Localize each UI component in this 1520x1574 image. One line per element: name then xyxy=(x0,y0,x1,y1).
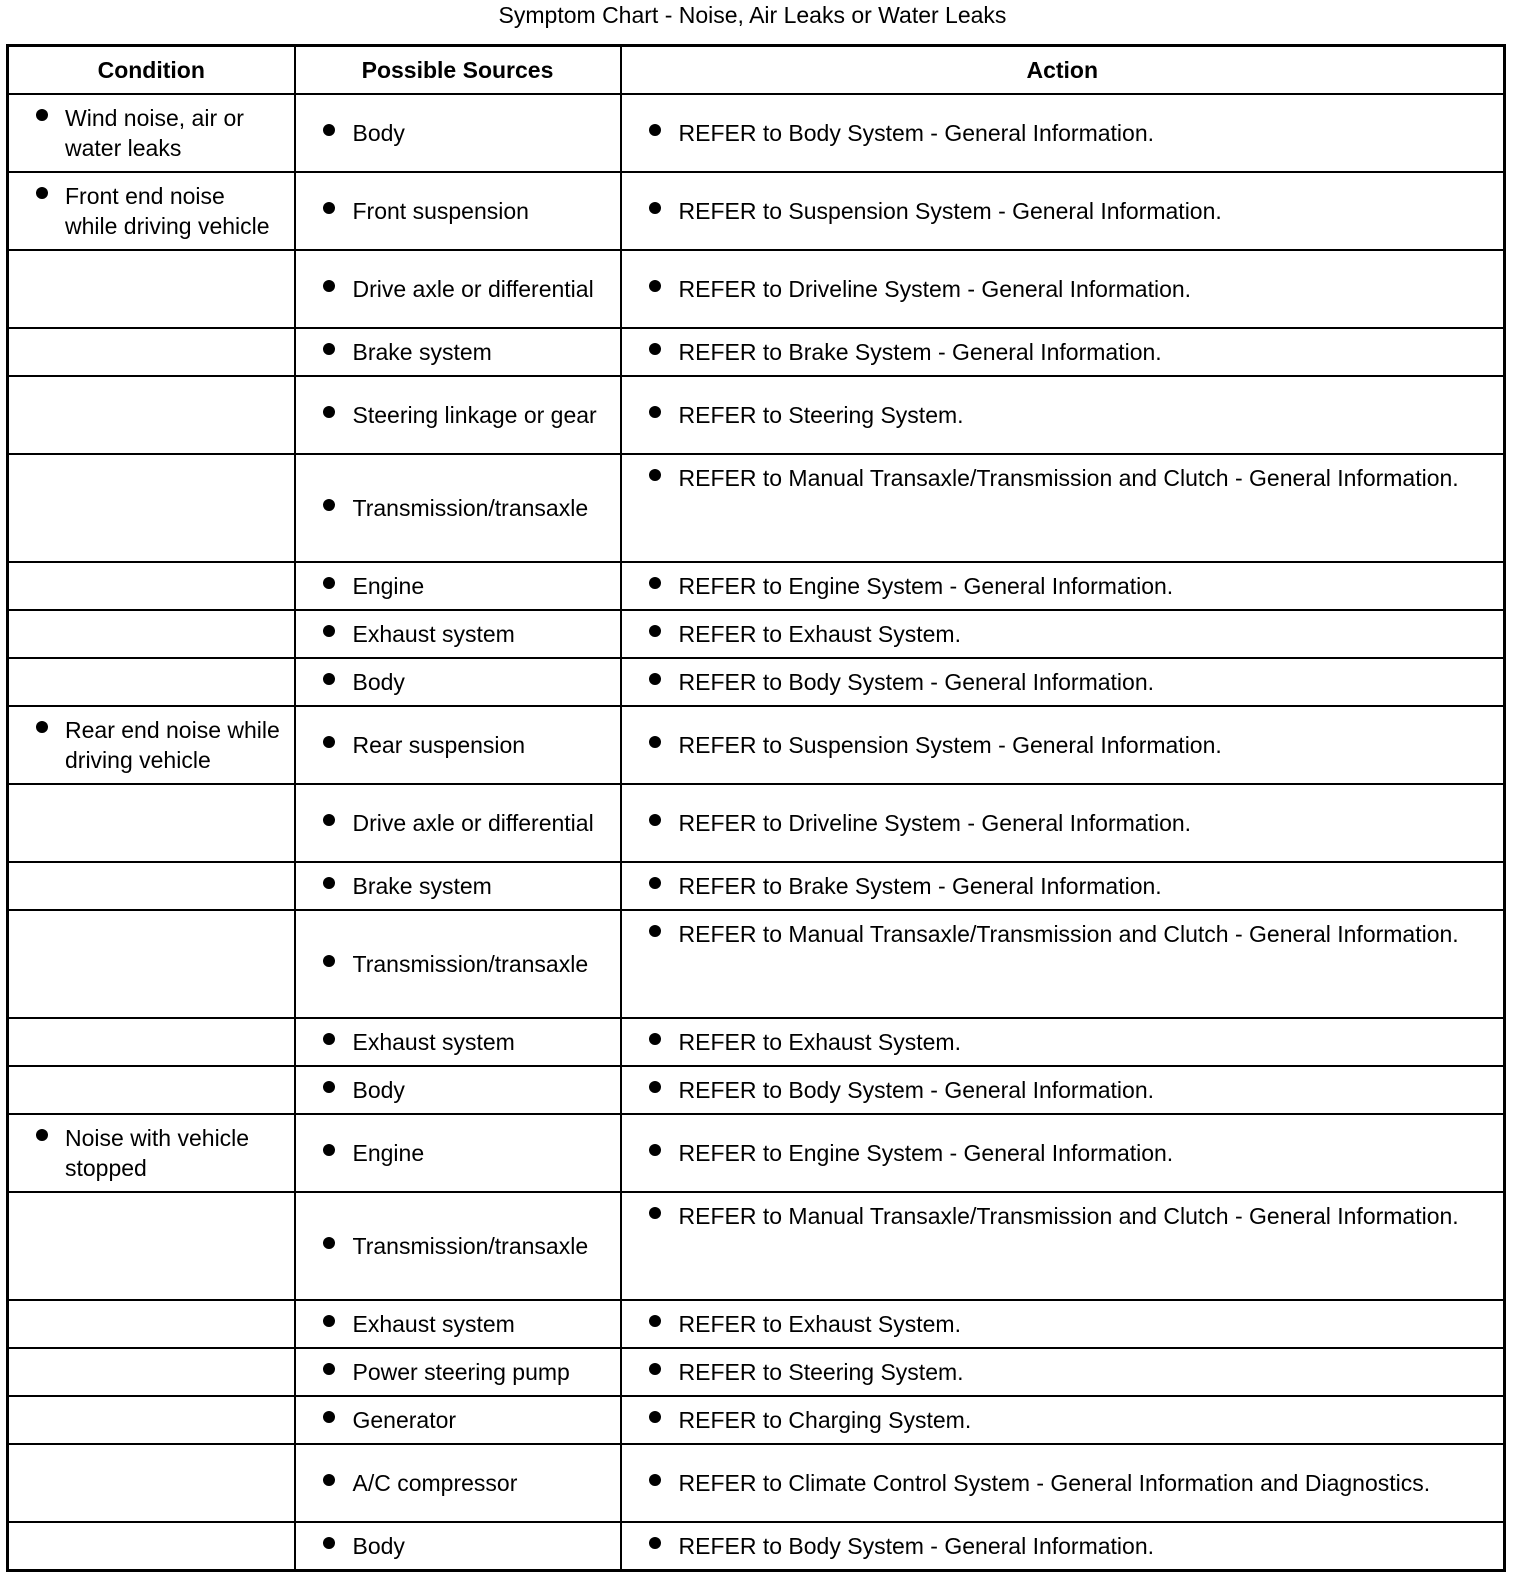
bullet-icon xyxy=(323,1363,335,1375)
action-cell xyxy=(621,1114,1505,1192)
action-text: REFER to Suspension System - General Information. xyxy=(678,732,1222,758)
bullet-icon xyxy=(649,202,661,214)
source-cell xyxy=(295,784,621,862)
source-text: Body xyxy=(352,1077,405,1103)
table-row xyxy=(8,784,1505,862)
source-text: Transmission/transaxle xyxy=(352,951,589,977)
bullet-icon xyxy=(649,1207,661,1219)
bullet-icon xyxy=(36,187,48,199)
source-text: Exhaust system xyxy=(352,621,515,647)
bullet-icon xyxy=(323,577,335,589)
header-possible-sources: Possible Sources xyxy=(295,46,621,95)
bullet-icon xyxy=(323,280,335,292)
bullet-icon xyxy=(323,343,335,355)
source-cell xyxy=(295,1300,621,1348)
action-cell xyxy=(621,910,1505,1018)
bullet-icon xyxy=(649,1411,661,1423)
bullet-icon xyxy=(649,280,661,292)
action-cell xyxy=(621,1192,1505,1300)
bullet-icon xyxy=(649,673,661,685)
action-cell xyxy=(621,376,1505,454)
bullet-icon xyxy=(323,1033,335,1045)
condition-cell xyxy=(8,1066,295,1114)
source-text: Transmission/transaxle xyxy=(352,1233,589,1259)
table-row xyxy=(8,1348,1505,1396)
source-text: Body xyxy=(352,1533,405,1559)
table-row xyxy=(8,1444,1505,1522)
table-row xyxy=(8,328,1505,376)
table-row xyxy=(8,658,1505,706)
condition-cell xyxy=(8,1018,295,1066)
action-text: REFER to Body System - General Information. xyxy=(678,669,1155,695)
table-row xyxy=(8,1066,1505,1114)
source-text: Transmission/transaxle xyxy=(352,495,589,521)
bullet-icon xyxy=(649,1474,661,1486)
source-text: Drive axle or differential xyxy=(352,810,594,836)
action-text: REFER to Engine System - General Information. xyxy=(678,1140,1174,1166)
table-row xyxy=(8,250,1505,328)
table-row xyxy=(8,562,1505,610)
source-text: Generator xyxy=(352,1407,457,1433)
action-text: REFER to Exhaust System. xyxy=(678,1311,961,1337)
bullet-icon xyxy=(323,124,335,136)
action-cell xyxy=(621,94,1505,172)
condition-cell xyxy=(8,562,295,610)
source-cell xyxy=(295,454,621,562)
bullet-icon xyxy=(36,109,48,121)
bullet-icon xyxy=(649,1144,661,1156)
condition-cell xyxy=(8,454,295,562)
condition-cell xyxy=(8,1396,295,1444)
source-text: Drive axle or differential xyxy=(352,276,594,302)
condition-cell xyxy=(8,328,295,376)
source-cell xyxy=(295,1192,621,1300)
action-text: REFER to Engine System - General Information. xyxy=(678,573,1174,599)
action-cell xyxy=(621,1444,1505,1522)
source-cell xyxy=(295,1018,621,1066)
table-header-row xyxy=(8,46,1505,95)
source-cell xyxy=(295,1444,621,1522)
source-cell xyxy=(295,1114,621,1192)
source-text: Exhaust system xyxy=(352,1311,515,1337)
table-row xyxy=(8,706,1505,784)
source-cell xyxy=(295,706,621,784)
action-text: REFER to Steering System. xyxy=(678,1359,964,1385)
bullet-icon xyxy=(649,124,661,136)
source-text: Body xyxy=(352,120,405,146)
action-text: REFER to Body System - General Information. xyxy=(678,120,1155,146)
condition-cell xyxy=(8,250,295,328)
condition-cell xyxy=(8,610,295,658)
action-cell xyxy=(621,454,1505,562)
bullet-icon xyxy=(649,406,661,418)
bullet-icon xyxy=(323,406,335,418)
table-body xyxy=(8,94,1505,1571)
bullet-icon xyxy=(323,625,335,637)
action-text: REFER to Driveline System - General Information. xyxy=(678,810,1192,836)
bullet-icon xyxy=(323,1081,335,1093)
action-cell xyxy=(621,250,1505,328)
bullet-icon xyxy=(323,499,335,511)
bullet-icon xyxy=(649,1315,661,1327)
bullet-icon xyxy=(649,925,661,937)
source-cell xyxy=(295,1396,621,1444)
condition-cell xyxy=(8,172,295,250)
table-row xyxy=(8,862,1505,910)
action-text: REFER to Climate Control System - General Information and Diagnostics. xyxy=(678,1470,1431,1496)
action-text: REFER to Steering System. xyxy=(678,402,964,428)
action-cell xyxy=(621,1300,1505,1348)
source-text: Power steering pump xyxy=(352,1359,570,1385)
action-cell xyxy=(621,328,1505,376)
symptom-chart-table xyxy=(6,44,1506,1572)
source-cell xyxy=(295,328,621,376)
condition-cell xyxy=(8,1348,295,1396)
condition-cell xyxy=(8,658,295,706)
action-text: REFER to Brake System - General Information. xyxy=(678,339,1162,365)
condition-cell xyxy=(8,94,295,172)
action-cell xyxy=(621,1018,1505,1066)
table-row xyxy=(8,376,1505,454)
source-text: Engine xyxy=(352,1140,425,1166)
condition-cell xyxy=(8,376,295,454)
action-text: REFER to Body System - General Information. xyxy=(678,1533,1155,1559)
action-cell xyxy=(621,862,1505,910)
bullet-icon xyxy=(649,1081,661,1093)
action-cell xyxy=(621,784,1505,862)
bullet-icon xyxy=(649,736,661,748)
bullet-icon xyxy=(649,1033,661,1045)
page-title: Symptom Chart - Noise, Air Leaks or Water Leaks xyxy=(498,2,1007,28)
table-row xyxy=(8,1018,1505,1066)
source-cell xyxy=(295,172,621,250)
table-row xyxy=(8,172,1505,250)
action-text: REFER to Brake System - General Information. xyxy=(678,873,1162,899)
action-text: REFER to Manual Transaxle/Transmission and Clutch - General Information. xyxy=(678,921,1459,947)
condition-cell xyxy=(8,1300,295,1348)
table-row xyxy=(8,454,1505,562)
bullet-icon xyxy=(649,343,661,355)
source-cell xyxy=(295,910,621,1018)
table-row xyxy=(8,1114,1505,1192)
action-cell xyxy=(621,562,1505,610)
action-cell xyxy=(621,706,1505,784)
bullet-icon xyxy=(323,1537,335,1549)
action-text: REFER to Exhaust System. xyxy=(678,1029,961,1055)
source-text: Engine xyxy=(352,573,425,599)
table-row xyxy=(8,610,1505,658)
header-action: Action xyxy=(621,46,1505,95)
bullet-icon xyxy=(36,1129,48,1141)
source-text: Brake system xyxy=(352,873,492,899)
bullet-icon xyxy=(649,1363,661,1375)
condition-cell xyxy=(8,1522,295,1571)
table-row xyxy=(8,94,1505,172)
condition-cell xyxy=(8,862,295,910)
source-text: Rear suspension xyxy=(352,732,526,758)
condition-cell xyxy=(8,706,295,784)
action-text: REFER to Driveline System - General Information. xyxy=(678,276,1192,302)
bullet-icon xyxy=(36,721,48,733)
table-row xyxy=(8,1192,1505,1300)
condition-cell xyxy=(8,1444,295,1522)
bullet-icon xyxy=(323,1237,335,1249)
source-text: Brake system xyxy=(352,339,492,365)
bullet-icon xyxy=(323,673,335,685)
table-row xyxy=(8,1396,1505,1444)
condition-text: Front end noise while driving vehicle xyxy=(65,183,270,239)
action-cell xyxy=(621,1396,1505,1444)
action-cell xyxy=(621,1522,1505,1571)
header-condition: Condition xyxy=(8,46,295,95)
source-cell xyxy=(295,1522,621,1571)
bullet-icon xyxy=(323,955,335,967)
condition-cell xyxy=(8,1114,295,1192)
table-row xyxy=(8,910,1505,1018)
bullet-icon xyxy=(323,1144,335,1156)
source-cell xyxy=(295,376,621,454)
source-cell xyxy=(295,250,621,328)
action-text: REFER to Suspension System - General Information. xyxy=(678,198,1222,224)
bullet-icon xyxy=(323,1315,335,1327)
condition-text: Rear end noise while driving vehicle xyxy=(65,717,280,773)
source-cell xyxy=(295,94,621,172)
source-cell xyxy=(295,862,621,910)
condition-text: Wind noise, air or water leaks xyxy=(65,105,244,161)
action-text: REFER to Exhaust System. xyxy=(678,621,961,647)
bullet-icon xyxy=(649,625,661,637)
source-cell xyxy=(295,658,621,706)
bullet-icon xyxy=(323,877,335,889)
source-cell xyxy=(295,1348,621,1396)
table-row xyxy=(8,1522,1505,1571)
condition-cell xyxy=(8,1192,295,1300)
source-text: A/C compressor xyxy=(352,1470,518,1496)
bullet-icon xyxy=(649,469,661,481)
bullet-icon xyxy=(649,877,661,889)
source-cell xyxy=(295,610,621,658)
source-cell xyxy=(295,1066,621,1114)
bullet-icon xyxy=(323,202,335,214)
source-text: Front suspension xyxy=(352,198,529,224)
action-cell xyxy=(621,658,1505,706)
action-text: REFER to Manual Transaxle/Transmission and Clutch - General Information. xyxy=(678,1203,1459,1229)
action-cell xyxy=(621,1348,1505,1396)
action-cell xyxy=(621,1066,1505,1114)
source-text: Steering linkage or gear xyxy=(352,402,597,428)
bullet-icon xyxy=(649,1537,661,1549)
table-row xyxy=(8,1300,1505,1348)
action-text: REFER to Manual Transaxle/Transmission and Clutch - General Information. xyxy=(678,465,1459,491)
condition-text: Noise with vehicle stopped xyxy=(65,1125,250,1181)
condition-cell xyxy=(8,910,295,1018)
bullet-icon xyxy=(323,1411,335,1423)
bullet-icon xyxy=(323,814,335,826)
bullet-icon xyxy=(649,814,661,826)
source-cell xyxy=(295,562,621,610)
action-text: REFER to Charging System. xyxy=(678,1407,972,1433)
source-text: Exhaust system xyxy=(352,1029,515,1055)
action-cell xyxy=(621,172,1505,250)
action-cell xyxy=(621,610,1505,658)
bullet-icon xyxy=(649,577,661,589)
action-text: REFER to Body System - General Information. xyxy=(678,1077,1155,1103)
condition-cell xyxy=(8,784,295,862)
bullet-icon xyxy=(323,1474,335,1486)
source-text: Body xyxy=(352,669,405,695)
bullet-icon xyxy=(323,736,335,748)
